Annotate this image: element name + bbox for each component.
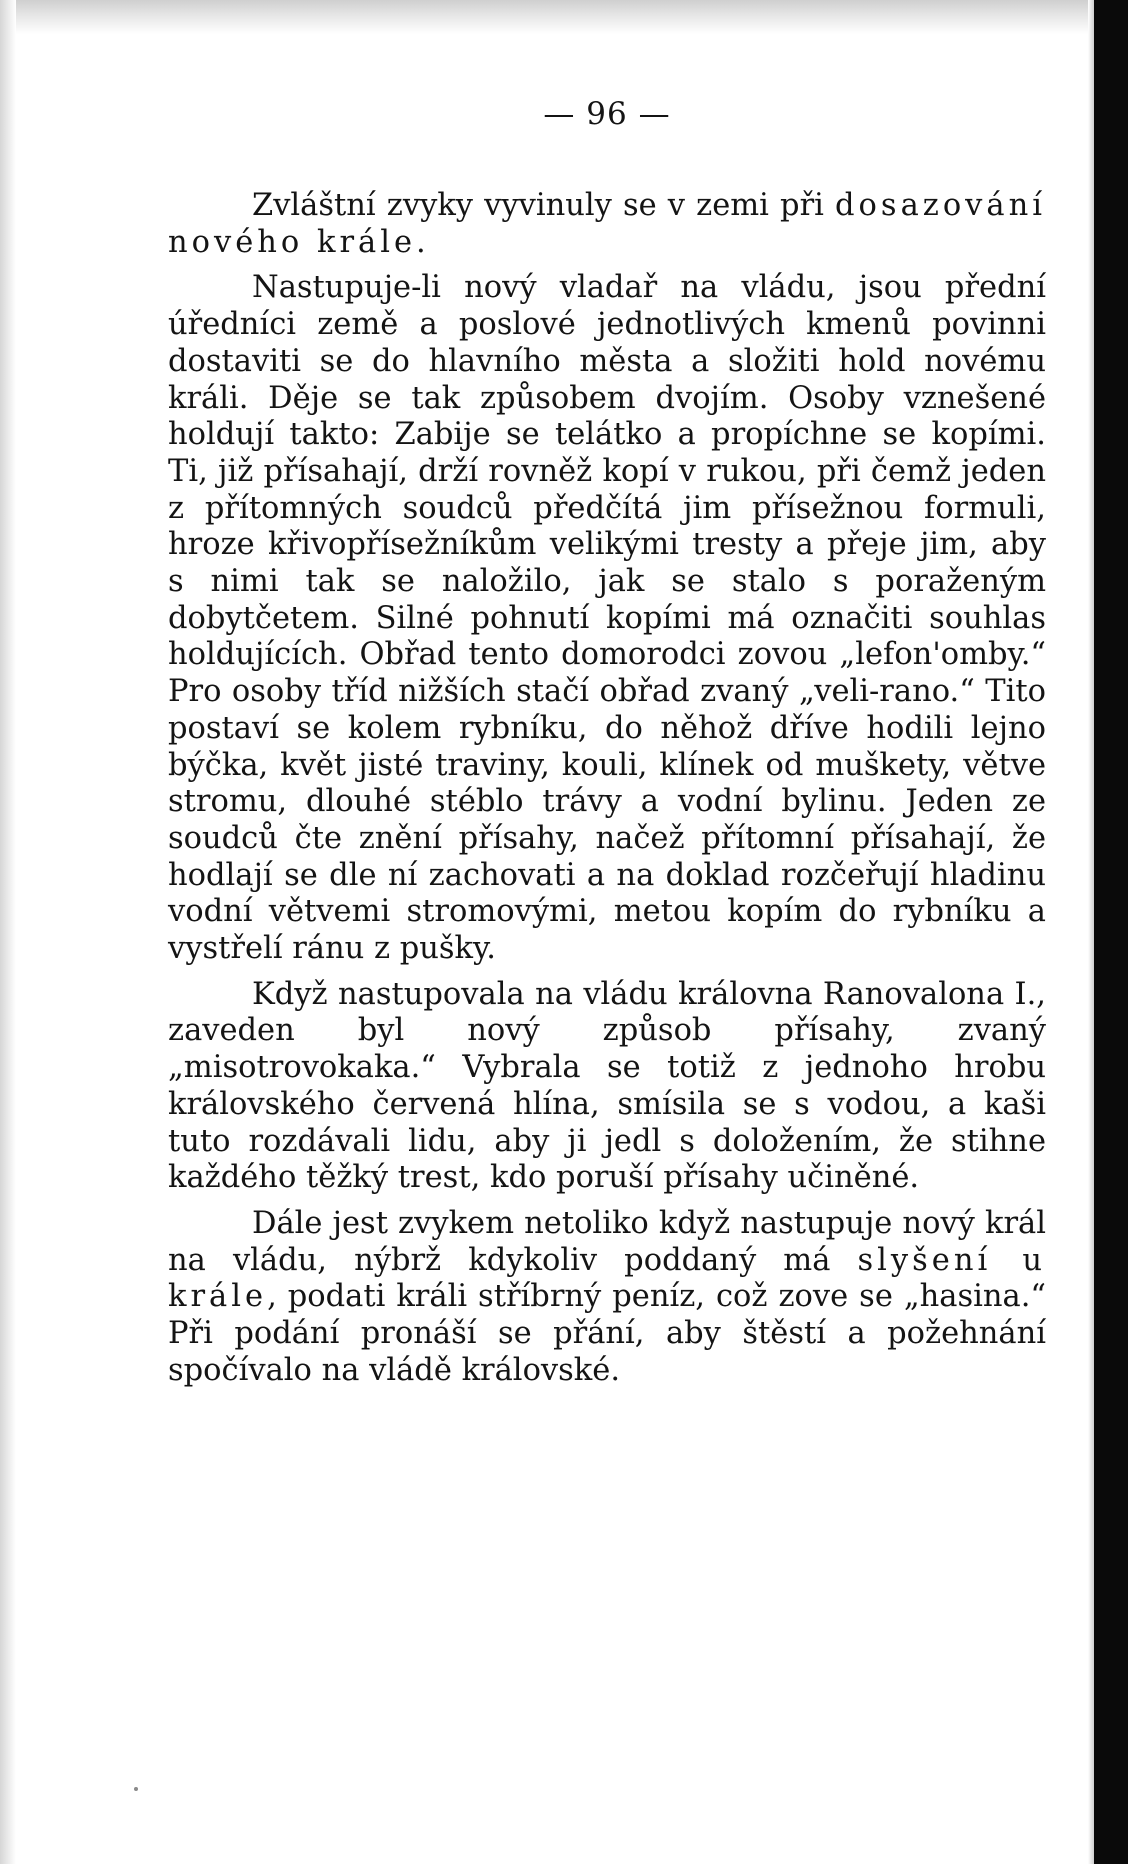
paragraph-1-text: Zvláštní zvyky vyvinuly se v zemi při — [252, 188, 836, 223]
paragraph-1-spaced-text: dosazování nového krále — [168, 188, 1046, 260]
page-number: — 96 — — [543, 96, 671, 132]
scan-top-shadow — [0, 0, 1128, 34]
ink-speck — [134, 1787, 138, 1791]
scan-left-edge — [0, 0, 16, 1864]
paragraph-3: Když nastupovala na vládu královna Ranovalona I., zaveden byl nový způsob přísahy, zvaný „misotrovokaka.“ Vybrala se totiž z jednoho hrobu královského červená hlína, smísila se s vodou, a kaši tuto rozdávali lidu, aby ji jedl s doložením, že stihne každého těžký trest, kdo poruší přísahy učiněné. — [168, 976, 1046, 1196]
paragraph-4 — [168, 1206, 1046, 1390]
paragraph-4-text: Dále jest zvykem netoliko když nastupuje nový král na vládu, nýbrž kdykoliv poddaný má — [168, 1205, 1046, 1278]
paragraph-4-spaced-text: slyšení u krále — [168, 1242, 1046, 1315]
paragraph-1 — [168, 188, 1046, 261]
paragraph-2: Nastupuje-li nový vladař na vládu, jsou přední úředníci země a poslové jednotlivých kmenů povinni dostaviti se do hlavního města a složiti hold novému králi. Děje se tak způsobem dvojím. Osoby vznešené holdují takto: Zabije se telátko a propíchne se kopími. Ti, již přísahají, drží rovněž kopí v rukou, při čemž jeden z přítomných soudců předčítá jim přísežnou formuli, hroze křivopřísežníkům velikými tresty a přeje jim, aby s nimi tak se naložilo, jak se stalo s poraženým dobytčetem. Silné pohnutí kopími má označiti souhlas holdujících. Obřad tento domorodci zovou „lefon'omby.“ Pro osoby tříd nižších stačí obřad zvaný „veli-rano.“ Tito postaví se kolem rybníku, do něhož dříve hodili lejno býčka, květ jisté traviny, kouli, klínek od muškety, větve stromu, dlouhé stéblo trávy a vodní bylinu. Jeden ze soudců čte znění přísahy, načež přítomní přísahají, že hodlají se dle ní zachovati a na doklad rozčeřují hladinu vodní větvemi stromovými, metou kopím do rybníku a vystřelí ránu z pušky. — [168, 270, 1046, 967]
scan-right-border — [1094, 0, 1128, 1864]
paragraph-4-end: , podati králi stříbrný peníz, což zove se „hasina.“ Při podání pronáší se přání, aby štěstí a požehnání spočívalo na vládě královské. — [168, 1279, 1046, 1388]
paragraph-1-end: . — [416, 224, 426, 260]
book-page — [168, 96, 1046, 1390]
